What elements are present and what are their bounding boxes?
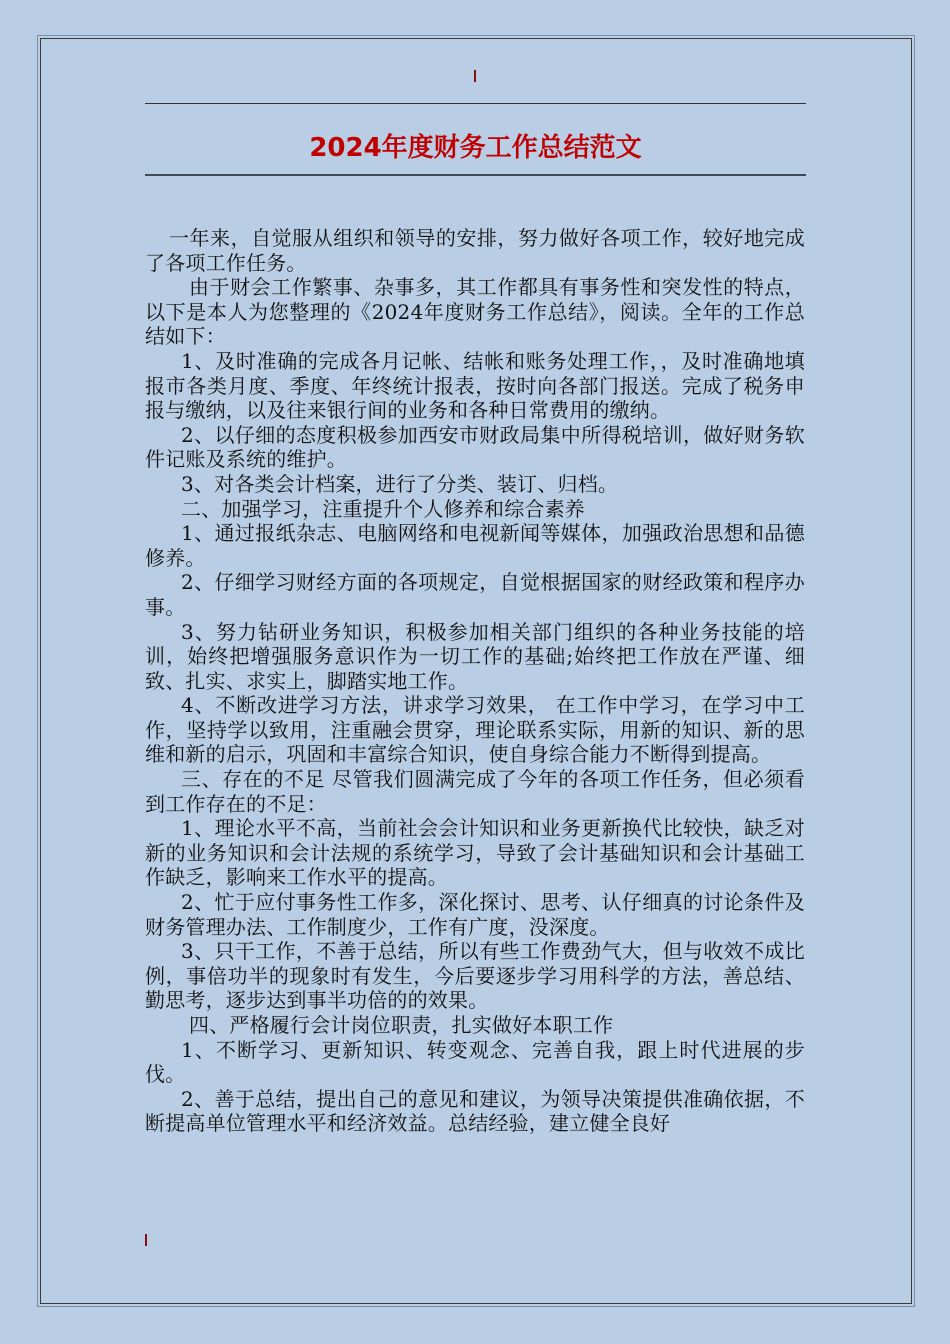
paragraph-item: 2、以仔细的态度积极参加西安市财政局集中所得税培训，做好财务软件记账及系统的维护。 bbox=[145, 422, 805, 472]
section-heading: 三、存在的不足 尽管我们圆满完成了今年的各项工作任务，但必须看到工作存在的不足： bbox=[145, 767, 805, 816]
paragraph-item: 2、善于总结，提出自己的意见和建议，为领导决策提供准确依据，不断提高单位管理水平和经济效益。总结经验，建立健全良好 bbox=[145, 1086, 805, 1136]
paragraph-item: 1、及时准确的完成各月记帐、结帐和账务处理工作，，及时准确地填报市各类月度、季度、年终统计报表，按时向各部门报送。完成了税务申报与缴纳，以及往来银行间的业务和各种日常费用的缴纳。 bbox=[145, 348, 805, 423]
footer-mark bbox=[145, 1234, 147, 1246]
document-title: 2024年度财务工作总结范文 bbox=[309, 133, 642, 163]
paragraph-preface: 由于财会工作繁事、杂事多，其工作都具有事务性和突发性的特点，以下是本人为您整理的《2024年度财务工作总结》，阅读。全年的工作总结如下： bbox=[145, 275, 805, 349]
section-heading: 四、严格履行会计岗位职责，扎实做好本职工作 bbox=[189, 1013, 614, 1037]
section-heading: 二、加强学习，注重提升个人修养和综合素养 bbox=[181, 496, 585, 521]
paragraph-item: 2、仔细学习财经方面的各项规定，自觉根据国家的财经政策和程序办事。 bbox=[145, 570, 805, 619]
header-rule bbox=[145, 103, 806, 104]
paragraph-item: 4、不断改进学习方法，讲求学习效果， 在工作中学习，在学习中工作，坚持学以致用，注重融会贯穿，理论联系实际，用新的知识、新的思维和新的启示，巩固和丰富综合知识，使自身综合能力不断得到提高。 bbox=[145, 693, 805, 767]
document-body bbox=[145, 226, 805, 1136]
paragraph-item: 1、理论水平不高，当前社会会计知识和业务更新换代比较快，缺乏对新的业务知识和会计法规的系统学习，导致了会计基础知识和会计基础工作缺乏，影响来工作水平的提高。 bbox=[145, 816, 805, 890]
paragraph-item: 3、努力钻研业务知识，积极参加相关部门组织的各种业务技能的培训，始终把增强服务意识作为一切工作的基础;始终把工作放在严谨、细致、扎实、求实上，脚踏实地工作。 bbox=[145, 619, 805, 693]
paragraph-item: 2、忙于应付事务性工作多，深化探讨、思考、认仔细真的讨论条件及财务管理办法、工作制度少，工作有广度，没深度。 bbox=[145, 890, 805, 939]
paragraph-intro: 一年来，自觉服从组织和领导的安排，努力做好各项工作，较好地完成了各项工作任务。 bbox=[145, 226, 805, 275]
paragraph-item: 3、只干工作，不善于总结，所以有些工作费劲气大，但与收效不成比例，事倍功半的现象时有发生，今后要逐步学习用科学的方法，善总结、勤思考，逐步达到事半功倍的的效果。 bbox=[145, 939, 805, 1013]
paragraph-item: 1、通过报纸杂志、电脑网络和电视新闻等媒体，加强政治思想和品德修养。 bbox=[145, 521, 805, 570]
header-mark bbox=[474, 70, 476, 82]
paragraph-item: 3、对各类会计档案，进行了分类、装订、归档。 bbox=[181, 471, 619, 496]
title-rule bbox=[145, 174, 806, 176]
paragraph-item: 1、不断学习、更新知识、转变观念、完善自我，跟上时代进展的步伐。 bbox=[145, 1037, 805, 1087]
